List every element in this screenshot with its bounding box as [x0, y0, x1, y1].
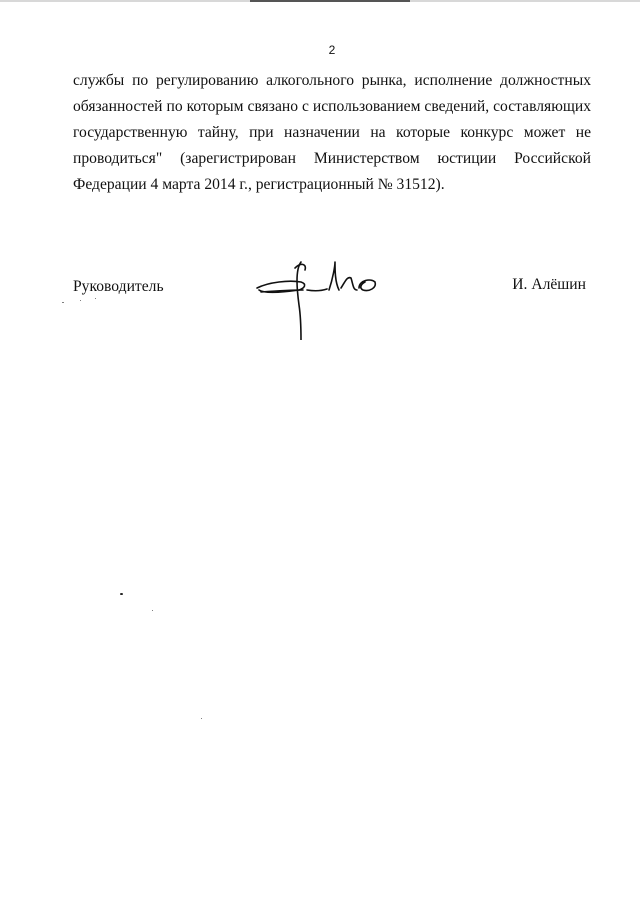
signer-title: Руководитель: [73, 278, 164, 295]
body-line: Федерации 4 марта 2014 г., регистрационный № 31512).: [73, 176, 445, 193]
scan-speck: [80, 300, 81, 301]
document-body: [73, 68, 591, 198]
handwritten-signature: [255, 260, 395, 340]
scan-speck: [95, 298, 96, 299]
body-line: государственную тайну, при назначении на которые конкурс может не: [73, 124, 591, 141]
body-line: службы по регулированию алкогольного рынка, исполнение должностных: [73, 72, 591, 89]
top-edge-rule: [0, 0, 640, 2]
body-line: обязанностей по которым связано с использованием сведений, составляющих: [73, 98, 591, 115]
scan-speck: [152, 610, 153, 611]
page-number: 2: [328, 43, 336, 57]
signature-block: [0, 270, 640, 340]
scan-speck: [62, 302, 64, 303]
body-line: проводиться" (зарегистрирован Министерством юстиции Российской: [73, 150, 591, 167]
top-edge-rule-dark: [250, 0, 410, 2]
scan-speck: [201, 718, 202, 719]
scan-speck: [120, 593, 123, 595]
signer-name: И. Алёшин: [512, 276, 586, 293]
